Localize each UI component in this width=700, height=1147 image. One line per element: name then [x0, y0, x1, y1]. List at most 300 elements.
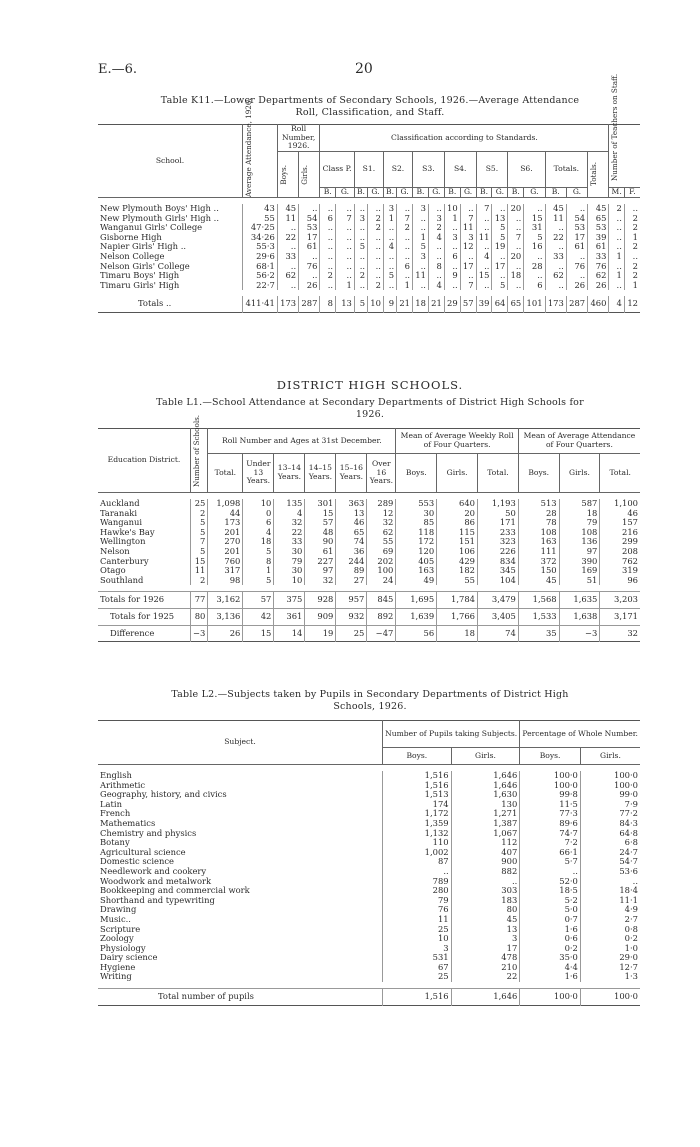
table-cell: .. — [609, 262, 624, 272]
table-cell: 22 — [451, 972, 520, 982]
table-cell: 54·7 — [580, 857, 640, 867]
header-number-of-schools: Number of Schools. — [191, 429, 208, 493]
table-cell: 2·7 — [580, 915, 640, 925]
table-cell: 8 — [243, 557, 274, 567]
table-cell: 15 — [191, 557, 208, 567]
row-label: Latin — [100, 798, 122, 809]
table-cell: 21 — [397, 296, 413, 312]
table-cell: 53 — [566, 223, 587, 233]
table-cell: 68·1 — [243, 262, 278, 272]
row-label: Music.. — [100, 913, 131, 924]
district-row — [98, 509, 640, 519]
table-cell: 11 — [277, 214, 298, 224]
row-label: Scripture — [100, 923, 141, 934]
table-cell: 98 — [208, 576, 243, 586]
table-cell: 61 — [588, 242, 609, 252]
table-cell: 22·7 — [243, 281, 278, 291]
table-cell: 22 — [274, 528, 305, 538]
table-cell: 3 — [413, 252, 429, 262]
table-cell: 4·4 — [520, 963, 581, 973]
table-cell: 762 — [600, 557, 640, 567]
table-cell: 45 — [545, 204, 566, 214]
table-cell: 76 — [299, 262, 320, 272]
table-cell: 3 — [354, 214, 367, 224]
table-cell: 18 — [243, 537, 274, 547]
table-cell: 3,405 — [478, 608, 519, 625]
table-cell: 55 — [367, 537, 396, 547]
table-cell: −3 — [559, 625, 600, 642]
table-cell: .. — [336, 233, 355, 243]
table-cell: 1 — [413, 233, 429, 243]
table-cell: 2 — [368, 223, 384, 233]
row-label: Drawing — [100, 904, 137, 915]
table-cell: .. — [508, 242, 524, 252]
table-l1 — [98, 414, 640, 642]
table-cell: 19 — [305, 625, 336, 642]
district-row — [98, 566, 640, 576]
table-cell: 2 — [191, 509, 208, 519]
table-cell: 20 — [508, 252, 524, 262]
table-cell: 345 — [478, 566, 519, 576]
table-cell: .. — [428, 242, 444, 252]
table-cell: 25 — [191, 499, 208, 509]
table-cell: 1·6 — [520, 925, 581, 935]
table-cell: 1 — [397, 281, 413, 291]
table-cell: 5 — [413, 242, 429, 252]
table-cell: 57 — [305, 518, 336, 528]
table-cell: 407 — [451, 848, 520, 858]
header-roll-number: Roll Number, 1926. — [277, 125, 320, 152]
table-cell: 2 — [624, 262, 640, 272]
table-cell: 201 — [208, 547, 243, 557]
table-cell: .. — [368, 233, 384, 243]
table-cell: −3 — [191, 625, 208, 642]
table-cell: 0·8 — [580, 925, 640, 935]
table-cell: .. — [580, 877, 640, 887]
row-label: Total number of pupils — [98, 989, 383, 1006]
table-cell: 1,513 — [383, 790, 452, 800]
table-cell: 80 — [191, 608, 208, 625]
table-cell: 531 — [383, 953, 452, 963]
table-cell: 25 — [383, 925, 452, 935]
table-cell: .. — [451, 877, 520, 887]
header-school: School. — [98, 125, 243, 198]
table-cell: 61 — [566, 242, 587, 252]
table-cell: 104 — [478, 576, 519, 586]
table-cell: .. — [566, 252, 587, 262]
table-cell: 900 — [451, 857, 520, 867]
header-total: Total. — [208, 454, 243, 493]
table-cell: 6 — [397, 262, 413, 272]
table-cell: 108 — [518, 528, 559, 538]
table-cell: 7 — [336, 214, 355, 224]
header-g: G. — [460, 188, 476, 198]
table-cell: 287 — [299, 296, 320, 312]
table-cell: 163 — [396, 566, 437, 576]
table-cell: 0·2 — [520, 944, 581, 954]
table-cell: 2 — [624, 242, 640, 252]
table-cell: 2 — [368, 281, 384, 291]
table-cell: 120 — [396, 547, 437, 557]
table-cell: 11 — [476, 233, 492, 243]
row-label: Bookkeeping and commercial work — [100, 885, 250, 896]
table-cell: 553 — [396, 499, 437, 509]
row-label: Nelson Girls' College — [100, 260, 190, 271]
table-cell: .. — [413, 262, 429, 272]
table-cell: 932 — [336, 608, 367, 625]
subject-row — [98, 896, 640, 906]
header-girls: Girls. — [451, 748, 520, 765]
table-cell: 34·26 — [243, 233, 278, 243]
table-cell: 163 — [518, 537, 559, 547]
table-cell: .. — [609, 281, 624, 291]
table-cell: .. — [320, 242, 336, 252]
table-cell: 54 — [566, 214, 587, 224]
table-cell: 11 — [460, 223, 476, 233]
header-mean-weekly-roll: Mean of Average Weekly Roll of Four Quarters. — [396, 429, 518, 454]
table-cell: 26 — [588, 281, 609, 291]
table-l2-caption: Table L2.—Subjects taken by Pupils in Secondary Departments of District High Schools, 1926. — [171, 689, 569, 712]
table-cell: 66·1 — [520, 848, 581, 858]
table-cell: 1 — [444, 214, 460, 224]
row-label: English — [100, 770, 132, 780]
header-group: S5. — [476, 151, 508, 188]
header-girls: Girls. — [559, 454, 600, 493]
table-cell: .. — [508, 223, 524, 233]
row-label: New Plymouth Boys' High .. — [100, 203, 219, 213]
table-cell: 411·41 — [243, 296, 278, 312]
header-roll-girls: Girls. — [299, 151, 320, 197]
table-cell: 20 — [508, 204, 524, 214]
table-cell: .. — [336, 262, 355, 272]
table-cell: .. — [320, 281, 336, 291]
table-cell: 3,136 — [208, 608, 243, 625]
table-cell: 89·6 — [520, 819, 581, 829]
table-cell: .. — [354, 223, 367, 233]
table-cell: 17 — [492, 262, 508, 272]
header-b: B. — [413, 188, 429, 198]
table-cell: .. — [368, 242, 384, 252]
table-cell: 4 — [274, 509, 305, 519]
table-cell: 5 — [191, 528, 208, 538]
school-row — [98, 281, 640, 291]
table-cell: 77·3 — [520, 809, 581, 819]
table-cell: 1 — [609, 271, 624, 281]
table-cell: 74·7 — [520, 829, 581, 839]
table-cell: 1,639 — [396, 608, 437, 625]
table-cell: .. — [277, 262, 298, 272]
table-cell: 1,533 — [518, 608, 559, 625]
row-label: Woodwork and metalwork — [100, 875, 212, 886]
subject-row — [98, 934, 640, 944]
table-cell: 4 — [383, 242, 396, 252]
table-cell: 789 — [383, 877, 452, 887]
header-staff: Number of Teachers on Staff. — [609, 125, 640, 188]
table-cell: 57 — [460, 296, 476, 312]
table-cell: 45 — [277, 204, 298, 214]
table-cell: 50 — [478, 509, 519, 519]
table-l2 — [98, 720, 640, 1006]
table-cell: .. — [545, 223, 566, 233]
table-cell: .. — [609, 223, 624, 233]
table-cell: 28 — [524, 262, 545, 272]
table-cell: 319 — [600, 566, 640, 576]
table-cell: 110 — [383, 838, 452, 848]
table-cell: −47 — [367, 625, 396, 642]
table-cell: .. — [383, 223, 396, 233]
table-cell: .. — [368, 262, 384, 272]
table-cell: 32 — [367, 518, 396, 528]
table-cell: 11 — [191, 566, 208, 576]
table-cell: 5 — [191, 547, 208, 557]
table-cell: 2 — [320, 271, 336, 281]
header-boys: Boys. — [518, 454, 559, 493]
district-row — [98, 528, 640, 538]
table-cell: 478 — [451, 953, 520, 963]
table-cell: 1·0 — [580, 944, 640, 954]
table-cell: .. — [624, 204, 640, 214]
table-cell: 1,784 — [437, 592, 478, 609]
table-cell: 65 — [588, 214, 609, 224]
table-cell: .. — [476, 214, 492, 224]
header-g: G. — [492, 188, 508, 198]
table-cell: 62 — [367, 528, 396, 538]
table-cell: 33 — [588, 252, 609, 262]
table-cell: 3 — [383, 944, 452, 954]
header-b: B. — [545, 188, 566, 198]
table-cell: 35 — [518, 625, 559, 642]
table-cell: 79 — [383, 896, 452, 906]
table-cell: 33 — [277, 252, 298, 262]
table-cell: .. — [624, 252, 640, 262]
table-cell: 96 — [600, 576, 640, 586]
table-cell: 19 — [492, 242, 508, 252]
table-cell: 65 — [336, 528, 367, 538]
header-over-16: Over 16 Years. — [367, 454, 396, 493]
table-cell: 151 — [437, 537, 478, 547]
table-cell: 1,766 — [437, 608, 478, 625]
district-high-schools-title: DISTRICT HIGH SCHOOLS. — [276, 378, 464, 392]
table-cell: 12 — [367, 509, 396, 519]
header-total: Total. — [478, 454, 519, 493]
table-cell: 78 — [518, 518, 559, 528]
table-cell: 173 — [545, 296, 566, 312]
table-cell: .. — [428, 204, 444, 214]
table-cell: 24 — [367, 576, 396, 586]
table-cell: 640 — [437, 499, 478, 509]
table-cell: .. — [320, 252, 336, 262]
table-cell: 1,193 — [478, 499, 519, 509]
header-group: S3. — [413, 151, 445, 188]
table-cell: 1,646 — [451, 771, 520, 781]
row-label: Arithmetic — [100, 779, 146, 790]
row-label: Zoology — [100, 933, 134, 944]
table-cell: .. — [368, 271, 384, 281]
header-roll-ages: Roll Number and Ages at 31st December. — [208, 429, 396, 454]
table-cell: 0·7 — [520, 915, 581, 925]
table-cell: 62 — [277, 271, 298, 281]
table-cell: 16 — [524, 242, 545, 252]
table-cell: 36 — [336, 547, 367, 557]
table-cell: 363 — [336, 499, 367, 509]
table-cell: 112 — [451, 838, 520, 848]
table-cell: .. — [320, 262, 336, 272]
table-cell: .. — [520, 867, 581, 877]
table-cell: .. — [299, 204, 320, 214]
header-13-14: 13–14 Years. — [274, 454, 305, 493]
subject-row — [98, 972, 640, 982]
table-cell: 3 — [383, 204, 396, 214]
table-cell: .. — [368, 252, 384, 262]
table-cell: 7 — [191, 537, 208, 547]
table-cell: 323 — [478, 537, 519, 547]
header-roll-boys: Boys. — [277, 151, 298, 197]
table-cell: 361 — [274, 608, 305, 625]
table-cell: .. — [336, 271, 355, 281]
header-girls: Girls. — [437, 454, 478, 493]
table-cell: 30 — [274, 566, 305, 576]
table-cell: 99·8 — [520, 790, 581, 800]
table-cell: .. — [413, 214, 429, 224]
header-group: S6. — [508, 151, 545, 188]
table-cell: 99·0 — [580, 790, 640, 800]
table-cell: .. — [397, 252, 413, 262]
table-cell: .. — [508, 214, 524, 224]
table-cell: 0·2 — [580, 934, 640, 944]
header-m: M. — [609, 188, 624, 198]
table-cell: 18 — [437, 625, 478, 642]
table-cell: .. — [354, 252, 367, 262]
row-label: Hawke's Bay — [100, 526, 155, 537]
table-cell: 226 — [478, 547, 519, 557]
table-cell: .. — [508, 262, 524, 272]
table-cell: 26 — [299, 281, 320, 291]
table-cell: 3 — [460, 233, 476, 243]
table-cell: .. — [397, 204, 413, 214]
table-cell: .. — [354, 281, 367, 291]
table-cell: 4 — [609, 296, 624, 312]
table-cell: 1,695 — [396, 592, 437, 609]
table-cell: 111 — [518, 547, 559, 557]
table-cell: 77 — [191, 592, 208, 609]
table-cell: 169 — [559, 566, 600, 576]
table-cell: 317 — [208, 566, 243, 576]
table-cell: 62 — [588, 271, 609, 281]
table-cell: 8 — [428, 262, 444, 272]
table-cell: 43 — [243, 204, 278, 214]
table-cell: 3,162 — [208, 592, 243, 609]
header-subject: Subject. — [98, 721, 383, 765]
table-cell: 13 — [451, 925, 520, 935]
table-cell: 1,516 — [383, 989, 452, 1006]
row-label: Napier Girls' High .. — [100, 241, 187, 252]
table-cell: 7·2 — [520, 838, 581, 848]
table-cell: 56 — [396, 625, 437, 642]
table-cell: 9 — [383, 296, 396, 312]
table-cell: 20 — [437, 509, 478, 519]
table-cell: 100·0 — [580, 989, 640, 1006]
table-cell: 4 — [428, 281, 444, 291]
subject-row — [98, 953, 640, 963]
table-cell: 2 — [428, 223, 444, 233]
table-cell: 845 — [367, 592, 396, 609]
table-cell: .. — [460, 271, 476, 281]
row-label: Mathematics — [100, 817, 156, 828]
table-cell: .. — [320, 223, 336, 233]
table-cell: 405 — [396, 557, 437, 567]
table-cell: .. — [383, 867, 452, 877]
table-cell: 79 — [559, 518, 600, 528]
table-cell: 7 — [476, 204, 492, 214]
table-cell: .. — [444, 223, 460, 233]
table-cell: 3 — [444, 233, 460, 243]
table-cell: 17 — [566, 233, 587, 243]
district-row — [98, 518, 640, 528]
table-cell: 100 — [367, 566, 396, 576]
row-label: Gisborne High — [100, 231, 162, 242]
table-cell: 1 — [609, 252, 624, 262]
table-cell: 11 — [413, 271, 429, 281]
table-cell: .. — [609, 242, 624, 252]
table-cell: 21 — [428, 296, 444, 312]
table-cell: .. — [566, 271, 587, 281]
row-label: Difference — [98, 625, 191, 642]
table-cell: 9 — [444, 271, 460, 281]
table-cell: 64 — [492, 296, 508, 312]
table-cell: 6 — [243, 518, 274, 528]
header-g: G. — [368, 188, 384, 198]
table-cell: 1,630 — [451, 790, 520, 800]
table-cell: 1,271 — [451, 809, 520, 819]
table-cell: 51 — [559, 576, 600, 586]
table-cell: 1,568 — [518, 592, 559, 609]
table-cell: .. — [320, 204, 336, 214]
table-cell: 270 — [208, 537, 243, 547]
table-cell: 80 — [451, 905, 520, 915]
header-b: B. — [476, 188, 492, 198]
totals-1925-row — [98, 608, 640, 625]
table-cell: 17 — [299, 233, 320, 243]
table-cell: 67 — [383, 963, 452, 973]
table-cell: 5 — [243, 576, 274, 586]
district-row — [98, 537, 640, 547]
row-label: Nelson — [100, 545, 130, 556]
header-b: B. — [383, 188, 396, 198]
totals-1926-row — [98, 592, 640, 609]
table-cell: .. — [354, 204, 367, 214]
table-cell: 183 — [451, 896, 520, 906]
table-cell: 31 — [524, 223, 545, 233]
table-cell: 13 — [492, 214, 508, 224]
table-cell: .. — [277, 242, 298, 252]
table-cell: 48 — [305, 528, 336, 538]
table-cell: 44 — [208, 509, 243, 519]
header-f: F. — [624, 188, 640, 198]
header-classification: Classification according to Standards. — [320, 125, 609, 152]
table-cell: 171 — [478, 518, 519, 528]
table-cell: .. — [524, 271, 545, 281]
header-b: B. — [508, 188, 524, 198]
table-cell: 202 — [367, 557, 396, 567]
table-cell: .. — [444, 242, 460, 252]
table-cell: 210 — [451, 963, 520, 973]
table-cell: 42 — [243, 608, 274, 625]
table-cell: 33 — [545, 252, 566, 262]
table-cell: 53 — [299, 223, 320, 233]
table-cell: 6 — [320, 214, 336, 224]
table-cell: 14 — [274, 625, 305, 642]
table-cell: 201 — [208, 528, 243, 538]
